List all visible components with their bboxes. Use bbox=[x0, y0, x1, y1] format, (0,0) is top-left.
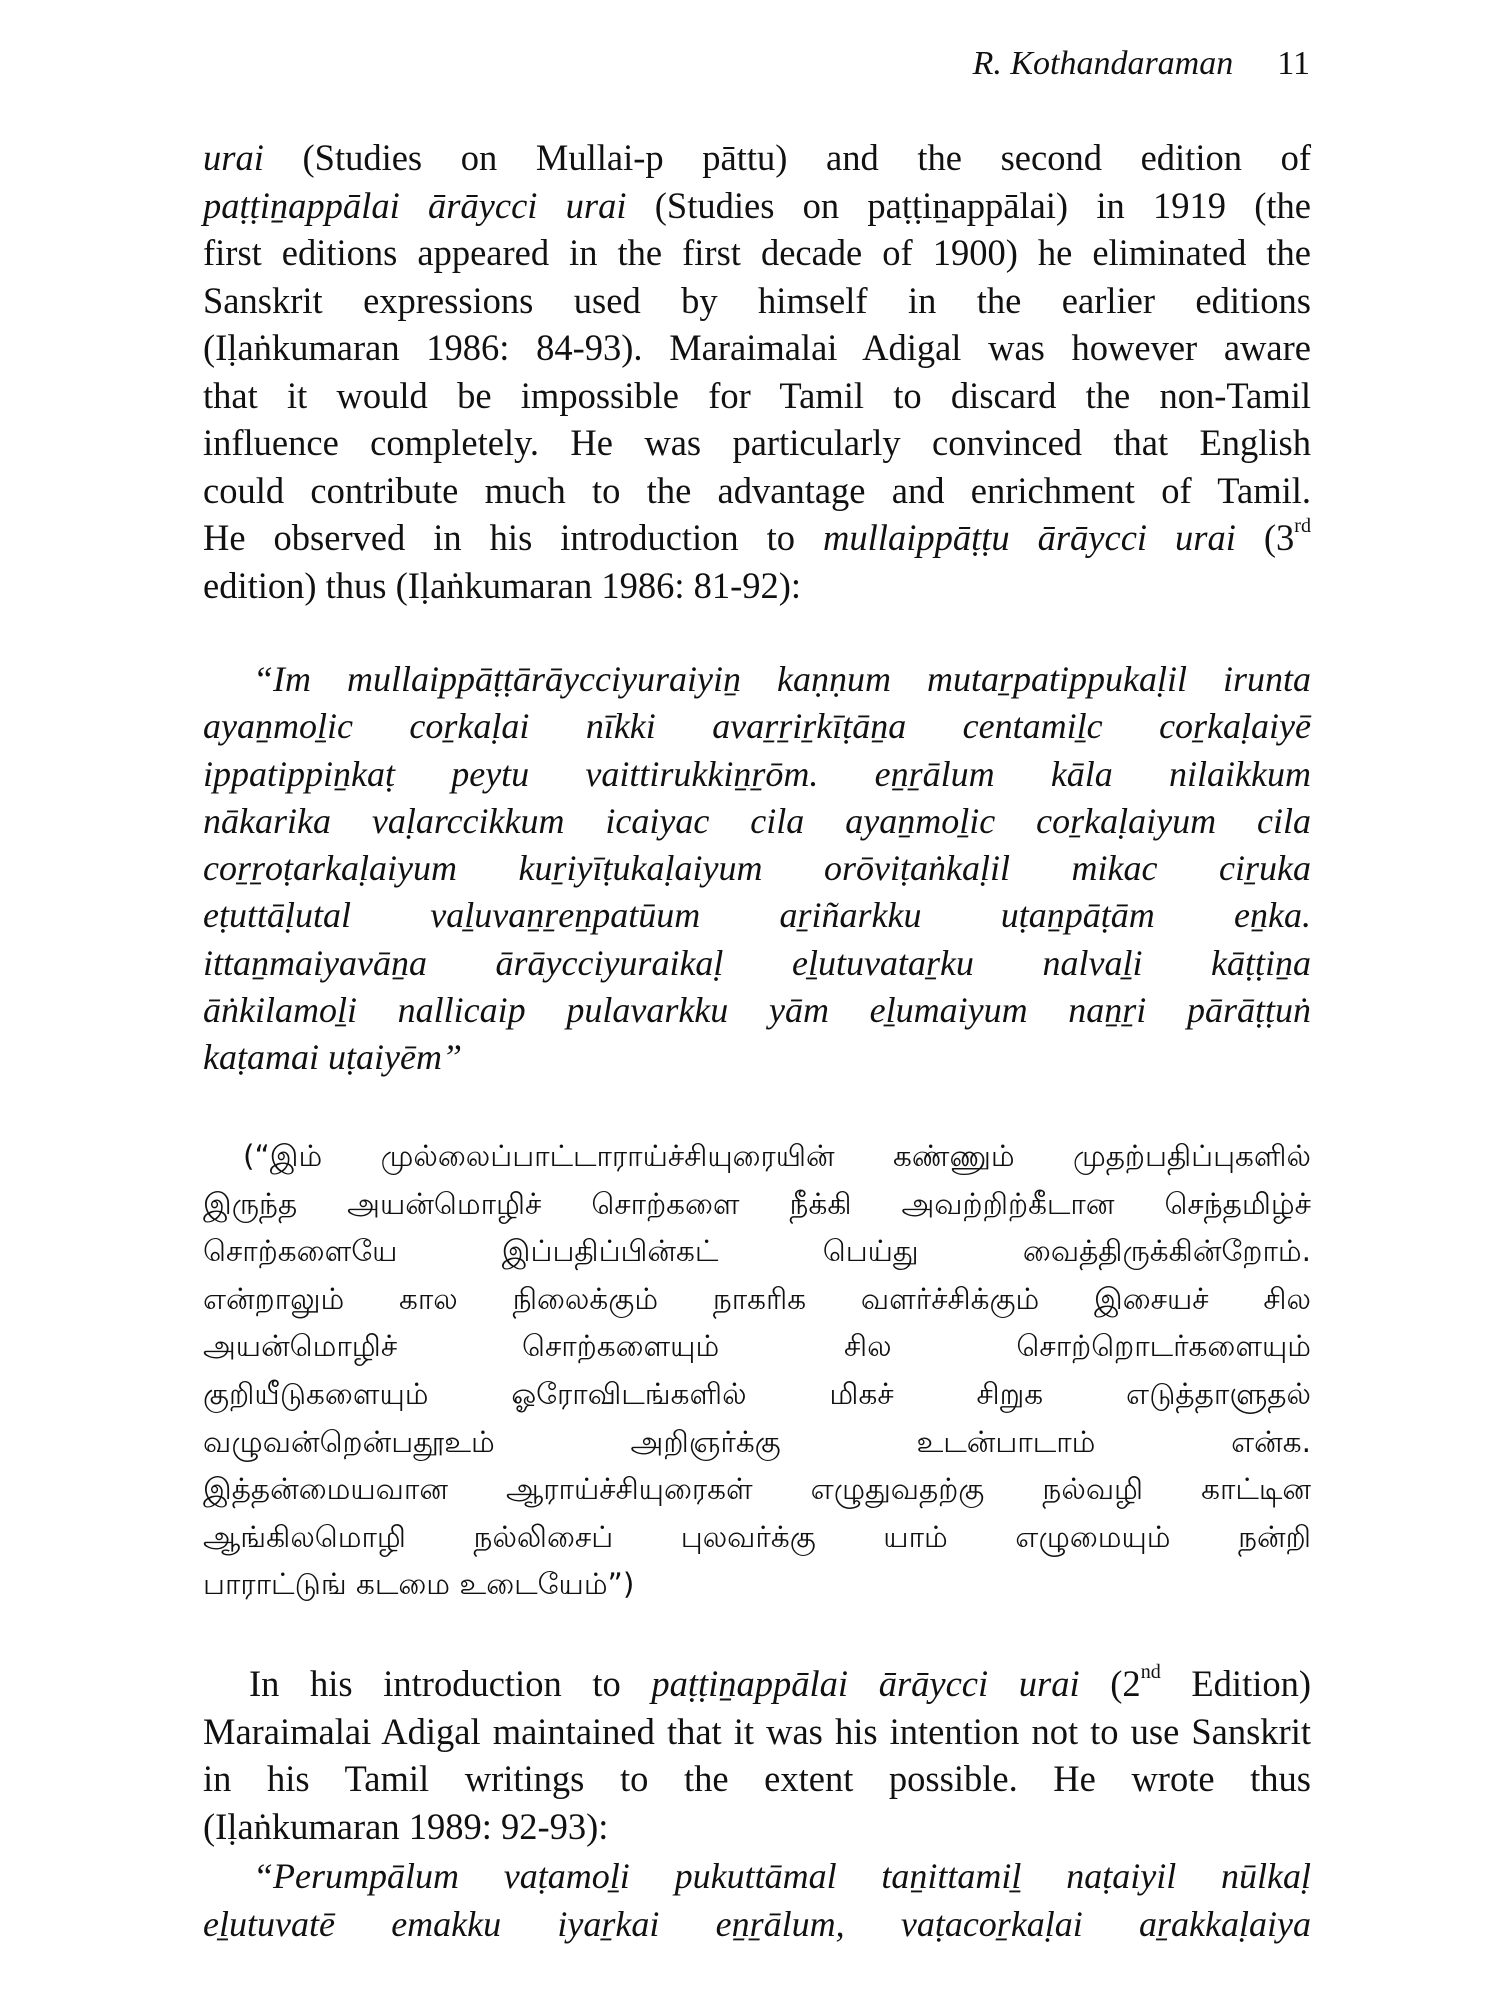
paragraph-2-line: (Iḷaṅkumaran 1989: 92-93): bbox=[203, 1805, 609, 1847]
text-run: (2 bbox=[1079, 1663, 1141, 1704]
paragraph-1-line: influence completely. He was particularly convinced that English bbox=[203, 422, 1311, 463]
text-run: He observed in his introduction to bbox=[203, 517, 824, 558]
tamil-line: குறியீடுகளையும் ஓரோவிடங்களில் மிகச் சிறுக எடுத்தாளுதல் bbox=[203, 1376, 1311, 1411]
quote-line: ittaṉmaiyavāṉa ārāycciyuraikaḷ eḻutuvataṟku nalvaḻi kāṭṭiṉa bbox=[203, 942, 1311, 983]
second-quote bbox=[203, 1853, 1311, 1948]
tamil-line: இருந்த அயன்மொழிச் சொற்களை நீக்கி அவற்றிற்கீடான செந்தமிழ்ச் bbox=[203, 1186, 1311, 1221]
paragraph-1-line bbox=[203, 134, 1311, 182]
paragraph-1-line bbox=[203, 514, 1311, 562]
quote-line: āṅkilamoḻi nallicaip pulavarkku yām eḻumaiyum naṉṟi pārāṭṭuṅ bbox=[203, 990, 1311, 1031]
text-run: In his introduction to bbox=[249, 1663, 652, 1704]
tamil-line: இத்தன்மையவான ஆராய்ச்சியுரைகள் எழுதுவதற்கு நல்வழி காட்டின bbox=[203, 1472, 1311, 1507]
page-number: 11 bbox=[1277, 45, 1310, 82]
paragraph-1-line: first editions appeared in the first decade of 1900) he eliminated the bbox=[203, 232, 1311, 273]
inline-title: mullaippāṭṭu ārāycci urai bbox=[823, 517, 1236, 558]
text-run: (Studies on Mullai-p pāttu) and the second edition of bbox=[263, 137, 1311, 178]
quote-line: ayaṉmoḻic coṟkaḷai nīkki avaṟṟiṟkīṭāṉa centamiḻc coṟkaḷaiyē bbox=[203, 706, 1311, 747]
quote-line: “Perumpālum vaṭamoḻi pukuttāmal taṉittamiḻ naṭaiyil nūlkaḷ bbox=[253, 1856, 1311, 1896]
text-run: (Studies on paṭṭiṉappālai) in 1919 (the bbox=[626, 184, 1311, 226]
quote-line: eṭuttāḷutal vaḻuvaṉṟeṉpatūum aṟiñarkku uṭaṉpāṭām eṉka. bbox=[203, 895, 1311, 936]
inline-title: paṭṭiṉappālai ārāycci urai bbox=[203, 184, 627, 226]
paragraph-2-line: in his Tamil writings to the extent possible. He wrote thus bbox=[203, 1758, 1311, 1799]
text-run: (3 bbox=[1235, 517, 1295, 558]
inline-title: urai bbox=[203, 137, 264, 178]
tamil-line: ஆங்கிலமொழி நல்லிசைப் புலவர்க்கு யாம் எழுமையும் நன்றி bbox=[203, 1519, 1311, 1554]
running-head bbox=[973, 45, 1310, 83]
quote-line: eḻutuvatē emakku iyaṟkai eṉṟālum, vaṭacoṟkaḷai aṟakkaḷaiya bbox=[203, 1903, 1311, 1944]
inline-title: paṭṭiṉappālai ārāycci urai bbox=[651, 1663, 1080, 1704]
quote-line: ippatippiṉkaṭ peytu vaittirukkiṉṟōm. eṉṟālum kāla nilaikkum bbox=[203, 753, 1311, 794]
tamil-line: அயன்மொழிச் சொற்களையும் சில சொற்றொடர்களையும் bbox=[203, 1329, 1311, 1364]
running-head-author: R. Kothandaraman bbox=[972, 45, 1234, 82]
paragraph-1 bbox=[203, 134, 1311, 609]
tamil-line: சொற்களையே இப்பதிப்பின்கட் பெய்து வைத்திருக்கின்றோம். bbox=[203, 1234, 1311, 1269]
paragraph-1-line: (Iḷaṅkumaran 1986: 84-93). Maraimalai Adigal was however aware bbox=[203, 327, 1311, 368]
paragraph-1-line bbox=[203, 182, 1311, 230]
paragraph-1-line: could contribute much to the advantage and enrichment of Tamil. bbox=[203, 469, 1311, 511]
transliterated-quote bbox=[203, 656, 1311, 1082]
quote-line: kaṭamai uṭaiyēm” bbox=[203, 1037, 462, 1078]
tamil-line: வழுவன்றென்பதூஉம் அறிஞர்க்கு உடன்பாடாம் என்க. bbox=[203, 1424, 1311, 1459]
text-run: Edition) bbox=[1160, 1663, 1312, 1704]
quote-line: coṟṟoṭarkaḷaiyum kuṟiyīṭukaḷaiyum orōviṭaṅkaḷil mikac ciṟuka bbox=[203, 848, 1311, 889]
superscript: rd bbox=[1294, 514, 1312, 537]
tamil-line: என்றாலும் கால நிலைக்கும் நாகரிக வளர்ச்சிக்கும் இசையச் சில bbox=[203, 1281, 1311, 1316]
paragraph-2-line: Maraimalai Adigal maintained that it was his intention not to use Sanskrit bbox=[203, 1710, 1311, 1752]
quote-line: “Im mullaippāṭṭārāycciyuraiyiṉ kaṇṇum mutaṟpatippukaḷil irunta bbox=[253, 659, 1311, 699]
paragraph-2 bbox=[203, 1660, 1311, 1850]
paragraph-1-line: Sanskrit expressions used by himself in the earlier editions bbox=[203, 279, 1311, 321]
superscript: nd bbox=[1140, 1660, 1161, 1683]
paragraph-1-line: that it would be impossible for Tamil to discard the non-Tamil bbox=[203, 374, 1311, 416]
tamil-quote bbox=[203, 1133, 1311, 1609]
tamil-line: (“இம் முல்லைப்பாட்டாராய்ச்சியுரையின் கண்ணும் முதற்பதிப்புகளில் bbox=[243, 1139, 1311, 1173]
paragraph-2-line bbox=[203, 1660, 1311, 1708]
quote-line: nākarika vaḷarccikkum icaiyac cila ayaṉmoḻic coṟkaḷaiyum cila bbox=[203, 800, 1311, 841]
tamil-line: பாராட்டுங் கடமை உடையேம்”) bbox=[203, 1567, 635, 1602]
paragraph-1-line: edition) thus (Iḷaṅkumaran 1986: 81-92): bbox=[203, 564, 802, 606]
